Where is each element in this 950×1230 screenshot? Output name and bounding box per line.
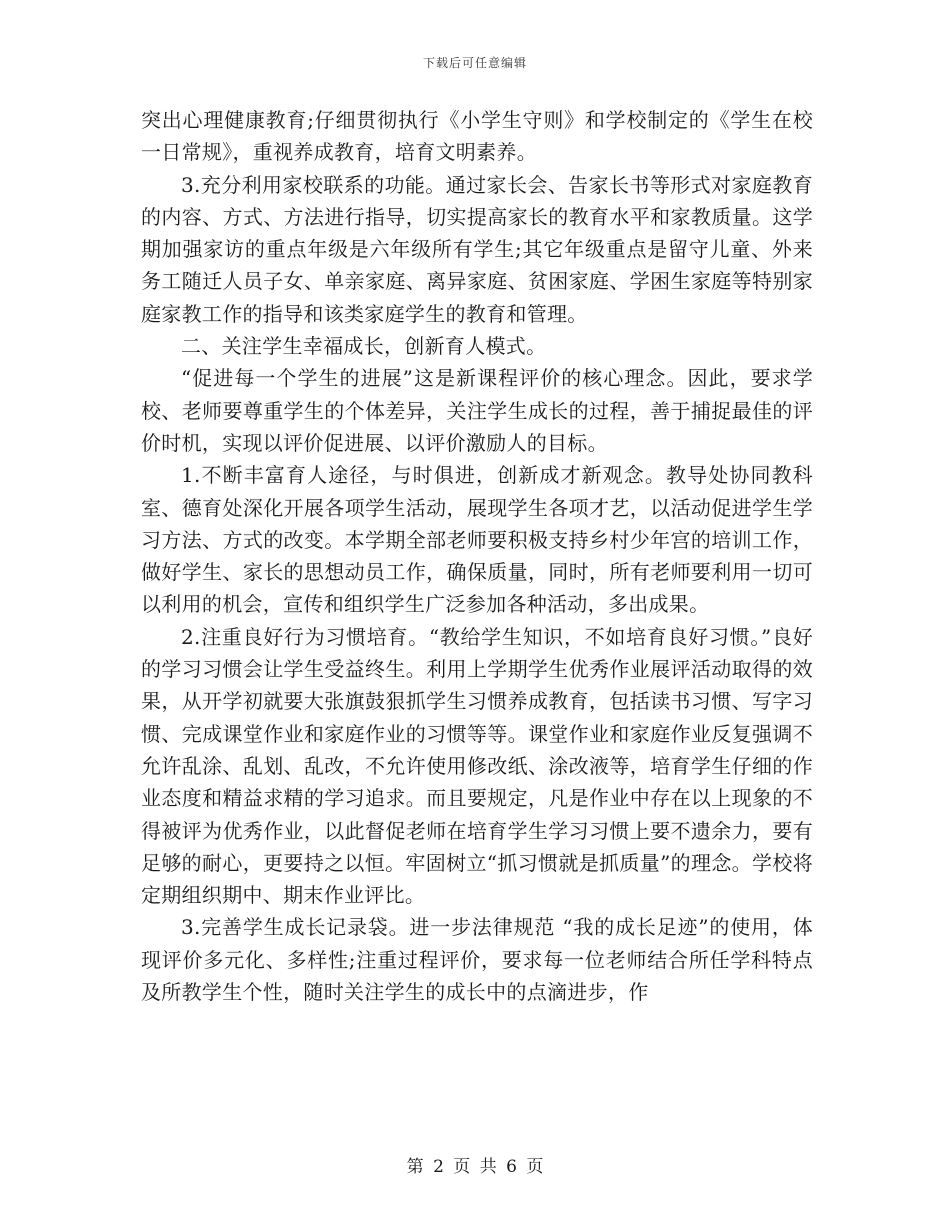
paragraph-5: 1.不断丰富育人途径，与时俱进，创新成才新观念。教导处协同教科室、德育处深化开展各项学生活动，展现学生各项才艺，以活动促进学生学习方法、方式的改变。本学期全部老师要积极支持乡村少年宫的培训工作，做好学生、家长的思想动员工作，确保质量，同时，所有老师要利用一切可以利用的机会，宣传和组织学生广泛参加各种活动，多出成果。 [141,463,813,617]
paragraph-1: 突出心理健康教育;仔细贯彻执行《小学生守则》和学校制定的《学生在校一日常规》，重视养成教育，培育文明素养。 [141,108,813,165]
page-number: 第 2 页 共 6 页 [406,1157,544,1177]
paragraph-7: 3.完善学生成长记录袋。进一步法律规范 “我的成长足迹”的使用，体现评价多元化、多样性;注重过程评价，要求每一位老师结合所任学科特点及所教学生个性，随时关注学生的成长中的点滴进步，作 [141,915,813,1005]
page-header-note: 下载后可任意编辑 [422,56,527,70]
document-body [141,104,813,1008]
paragraph-4: “促进每一个学生的进展”这是新课程评价的核心理念。因此，要求学校、老师要尊重学生的个体差异，关注学生成长的过程，善于捕捉最佳的评价时机，实现以评价促进展、以评价激励人的目标。 [141,366,813,455]
paragraph-3: 二、关注学生幸福成长，创新育人模式。 [181,334,547,359]
paragraph-2: 3.充分利用家校联系的功能。通过家长会、告家长书等形式对家庭教育的内容、方式、方法进行指导，切实提高家长的教育水平和家教质量。这学期加强家访的重点年级是六年级所有学生;其它年级重点是留守儿童、外来务工随迁人员子女、单亲家庭、离异家庭、贫困家庭、学困生家庭等特别家庭家教工作的指导和该类家庭学生的教育和管理。 [141,172,813,326]
paragraph-6: 2.注重良好行为习惯培育。“教给学生知识，不如培育良好习惯。”良好的学习习惯会让学生受益终生。利用上学期学生优秀作业展评活动取得的效果，从开学初就要大张旗鼓狠抓学生习惯养成教育，包括读书习惯、写字习惯、完成课堂作业和家庭作业的习惯等等。课堂作业和家庭作业反复强调不允许乱涂、乱划、乱改，不允许使用修改纸、涂改液等，培育学生仔细的作业态度和精益求精的学习追求。而且要规定，凡是作业中存在以上现象的不得被评为优秀作业，以此督促老师在培育学生学习习惯上要不遗余力，要有足够的耐心，更要持之以恒。牢固树立“抓习惯就是抓质量”的理念。学校将定期组织期中、期末作业评比。 [141,624,813,908]
